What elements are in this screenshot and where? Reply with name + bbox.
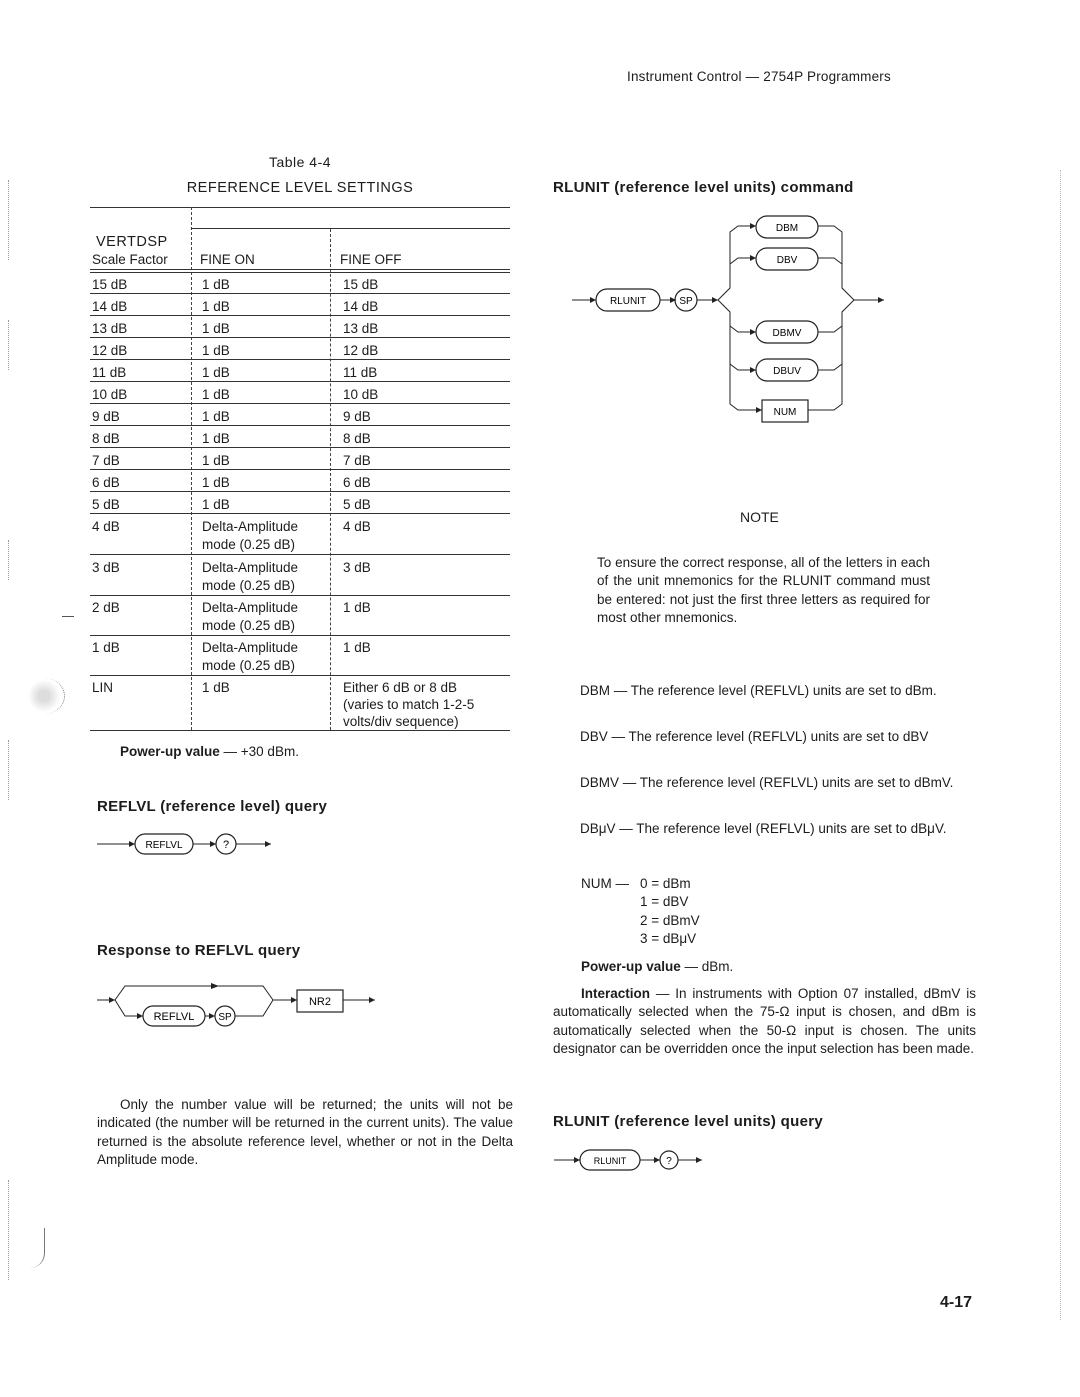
table-row	[90, 405, 510, 426]
definition-text: — The reference level (REFLVL) units are set to dBV	[607, 729, 929, 744]
cell-fine-on: 1 dB	[202, 387, 230, 402]
powerup-label: Power-up value	[120, 744, 220, 759]
cell-fine-on: 1 dB	[202, 497, 230, 512]
table-row	[90, 339, 510, 360]
table-row	[90, 295, 510, 316]
definition-text: — The reference level (REFLVL) units are set to dBmV.	[619, 775, 954, 790]
powerup-text: — +30 dBm.	[219, 744, 299, 759]
cell-fine-on: 1 dB	[202, 321, 230, 336]
rlunit-query-syntax-diagram	[552, 1144, 712, 1178]
running-header: Instrument Control — 2754P Programmers	[627, 69, 891, 84]
table-row	[90, 449, 510, 470]
note-title: NOTE	[740, 509, 779, 525]
term-dbv: DBV	[580, 729, 608, 744]
definition-dbm	[553, 682, 976, 700]
table-row	[90, 515, 510, 555]
powerup-value-left	[120, 743, 299, 761]
table-row	[90, 273, 510, 294]
cell-scale: 1 dB	[92, 640, 120, 655]
response-description: Only the number value will be returned; the units will not be indicated (the number will be returned in the current units). The value returned is the absolute reference level, whether or not in the Delta Amplitude mode.	[97, 1097, 513, 1167]
scan-artifact	[30, 1228, 45, 1268]
definition-text: — The reference level (REFLVL) units are set to dBm.	[610, 683, 937, 698]
powerup-label: Power-up value	[581, 959, 681, 974]
scan-artifact	[8, 180, 10, 260]
cell-fine-on-cont: mode (0.25 dB)	[202, 618, 296, 633]
cell-fine-off: 12 dB	[343, 343, 379, 358]
definition-dbv	[553, 728, 976, 746]
cell-fine-off: 11 dB	[343, 365, 378, 380]
cell-fine-off: 3 dB	[343, 560, 371, 575]
sp-symbol: SP	[679, 296, 693, 307]
table-title: REFERENCE LEVEL SETTINGS	[186, 180, 414, 196]
cell-fine-on: 1 dB	[202, 365, 230, 380]
term-dbuv: DBμV	[580, 821, 616, 836]
cell-fine-off: 14 dB	[343, 299, 379, 314]
cell-fine-off: 13 dB	[343, 321, 379, 336]
table-row	[90, 556, 510, 596]
cell-scale: 3 dB	[92, 560, 120, 575]
num-value: 2 = dBmV	[640, 912, 700, 928]
cell-fine-off: 7 dB	[343, 453, 371, 468]
num-term: NUM	[581, 876, 612, 891]
col-header-fine-off: FINE OFF	[340, 252, 402, 267]
interaction-label: Interaction	[581, 986, 651, 1001]
cell-fine-on: 1 dB	[202, 475, 230, 490]
cell-fine-on: 1 dB	[202, 299, 230, 314]
cell-fine-on-cont: mode (0.25 dB)	[202, 537, 296, 552]
cell-fine-off: 1 dB	[343, 640, 371, 655]
table-row	[90, 636, 510, 676]
cell-scale: 8 dB	[92, 431, 120, 446]
table-top-rule	[90, 207, 510, 208]
cell-fine-off: 5 dB	[343, 497, 371, 512]
num-value: 1 = dBV	[640, 894, 689, 910]
num-value-list	[640, 875, 700, 948]
cell-fine-off: 10 dB	[343, 387, 379, 402]
cell-scale: 6 dB	[92, 475, 120, 490]
cell-fine-on-cont: mode (0.25 dB)	[202, 578, 296, 593]
interaction-text: — In instruments with Option 07 installed, dBmV is automatically selected when the 75-Ω input is chosen, and dBm is automatically selected when the 50-Ω input is chosen. The units designator can be overridden once the input selection has been made.	[553, 986, 976, 1056]
term-dbm: DBM	[580, 683, 610, 698]
cell-fine-on-cont: mode (0.25 dB)	[202, 658, 296, 673]
cell-scale: 9 dB	[92, 409, 120, 424]
option-dbuv: DBUV	[773, 366, 801, 377]
cell-scale: 4 dB	[92, 519, 120, 534]
cell-fine-off: 4 dB	[343, 519, 371, 534]
cell-fine-off: 8 dB	[343, 431, 371, 446]
num-value: 3 = dBμV	[640, 930, 697, 946]
option-dbv: DBV	[776, 255, 798, 266]
scan-artifact	[8, 1180, 10, 1280]
num-value: 0 = dBm	[640, 876, 691, 891]
table-row	[90, 493, 510, 514]
scan-artifact	[8, 320, 10, 370]
cell-fine-off-cont: (varies to match 1-2-5	[343, 697, 475, 712]
col-header-fine-on: FINE ON	[200, 252, 255, 267]
cell-fine-off: Either 6 dB or 8 dB	[343, 680, 458, 695]
table-row	[90, 317, 510, 338]
cell-scale: 5 dB	[92, 497, 120, 512]
cell-fine-on: Delta-Amplitude	[202, 519, 299, 534]
cell-fine-off-cont: volts/div sequence)	[343, 714, 459, 729]
cell-scale: 15 dB	[92, 277, 128, 292]
cell-fine-on: Delta-Amplitude	[202, 640, 299, 655]
cell-scale: 2 dB	[92, 600, 120, 615]
cell-fine-on: 1 dB	[202, 277, 230, 292]
definition-text: — The reference level (REFLVL) units are set to dBμV.	[615, 821, 947, 836]
scan-artifact	[8, 740, 10, 800]
cell-fine-off: 9 dB	[343, 409, 371, 424]
response-heading: Response to REFLVL query	[97, 942, 301, 959]
scan-artifact	[1060, 170, 1062, 1320]
cell-scale: 7 dB	[92, 453, 120, 468]
scan-artifact	[24, 678, 65, 714]
cell-fine-off: 15 dB	[343, 277, 379, 292]
reflvl-keyword: REFLVL	[145, 840, 183, 851]
powerup-text: — dBm.	[680, 959, 734, 974]
nr2-value: NR2	[308, 996, 332, 1008]
reflvl-query-heading: REFLVL (reference level) query	[97, 798, 328, 815]
term-dbmv: DBMV	[580, 775, 620, 790]
rlunit-keyword: RLUNIT	[593, 1156, 627, 1166]
table-row	[90, 676, 510, 731]
col-header-vertdsp: VERTDSP	[96, 234, 168, 250]
sp-symbol: SP	[218, 1012, 232, 1023]
scan-artifact	[62, 616, 74, 617]
powerup-value-right	[581, 958, 733, 976]
cell-fine-on: 1 dB	[202, 409, 230, 424]
table-row	[90, 471, 510, 492]
cell-fine-on: 1 dB	[202, 431, 230, 446]
reflvl-response-syntax-diagram	[95, 980, 385, 1030]
cell-fine-on: 1 dB	[202, 453, 230, 468]
table-row	[90, 427, 510, 448]
page-number: 4-17	[940, 1294, 973, 1311]
cell-scale: 12 dB	[92, 343, 128, 358]
query-symbol: ?	[666, 1156, 672, 1167]
cell-fine-on: Delta-Amplitude	[202, 600, 299, 615]
rlunit-query-heading: RLUNIT (reference level units) query	[553, 1113, 824, 1130]
num-label	[581, 875, 629, 893]
table-row	[90, 383, 510, 404]
table-number: Table 4-4	[268, 154, 332, 170]
cell-scale: 14 dB	[92, 299, 128, 314]
option-num: NUM	[773, 407, 797, 418]
table-row	[90, 361, 510, 382]
cell-fine-off: 6 dB	[343, 475, 371, 490]
table-row	[90, 596, 510, 636]
rlunit-command-syntax-diagram	[570, 212, 890, 432]
definition-dbuv	[553, 820, 976, 838]
rlunit-command-heading: RLUNIT (reference level units) command	[553, 179, 854, 196]
option-dbmv: DBMV	[772, 328, 802, 339]
cell-scale: 11 dB	[92, 365, 127, 380]
col-header-scale-factor: Scale Factor	[92, 252, 168, 267]
note-text: To ensure the correct response, all of the letters in each of the unit mnemonics for the RLUNIT command must be entered: not just the first three letters as required for most other mnemonics.	[597, 555, 930, 625]
cell-scale: 10 dB	[92, 387, 128, 402]
cell-scale: 13 dB	[92, 321, 128, 336]
scan-artifact	[8, 540, 10, 580]
cell-fine-on: 1 dB	[202, 343, 230, 358]
reflvl-keyword: REFLVL	[153, 1011, 195, 1023]
cell-fine-on: 1 dB	[202, 680, 230, 695]
option-dbm: DBM	[775, 223, 799, 234]
cell-fine-off: 1 dB	[343, 600, 371, 615]
interaction-paragraph	[553, 985, 976, 1058]
num-dash: —	[611, 876, 630, 891]
rlunit-keyword: RLUNIT	[609, 296, 647, 307]
cell-scale: LIN	[92, 680, 114, 695]
reflvl-query-syntax-diagram	[95, 828, 285, 862]
definition-dbmv	[553, 774, 976, 792]
query-symbol: ?	[222, 839, 230, 851]
cell-fine-on: Delta-Amplitude	[202, 560, 299, 575]
header-sub-rule	[191, 228, 510, 229]
